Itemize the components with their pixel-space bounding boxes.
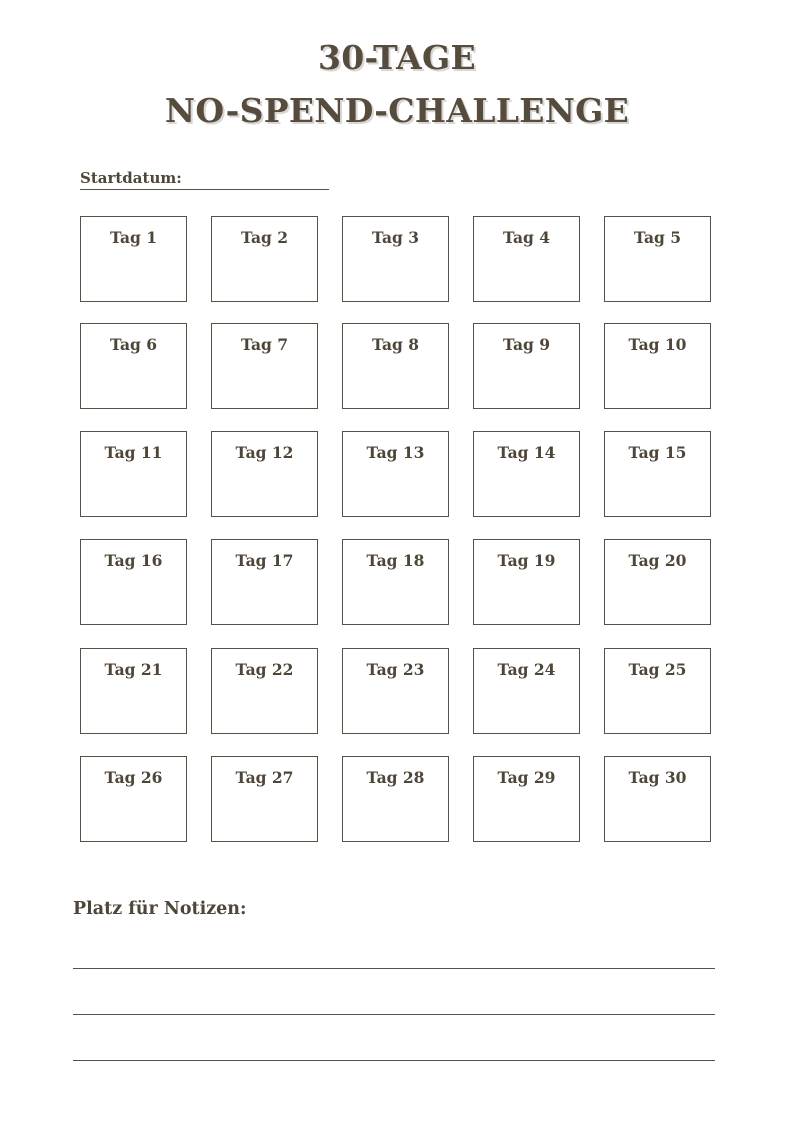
day-label: Tag 1 <box>109 228 158 247</box>
day-label: Tag 27 <box>235 768 294 787</box>
day-box-4[interactable] <box>473 216 580 302</box>
day-box-20[interactable] <box>604 539 711 625</box>
day-label: Tag 8 <box>371 335 420 354</box>
day-label: Tag 3 <box>371 228 420 247</box>
day-label: Tag 23 <box>366 660 425 679</box>
day-box-2[interactable] <box>211 216 318 302</box>
day-label: Tag 16 <box>104 551 163 570</box>
day-label: Tag 29 <box>497 768 556 787</box>
day-label: Tag 6 <box>109 335 158 354</box>
day-label: Tag 9 <box>502 335 551 354</box>
day-box-10[interactable] <box>604 323 711 409</box>
day-box-6[interactable] <box>80 323 187 409</box>
day-box-15[interactable] <box>604 431 711 517</box>
day-label: Tag 18 <box>366 551 425 570</box>
day-label: Tag 10 <box>628 335 687 354</box>
day-box-19[interactable] <box>473 539 580 625</box>
day-label: Tag 5 <box>633 228 682 247</box>
day-box-1[interactable] <box>80 216 187 302</box>
day-label: Tag 7 <box>240 335 289 354</box>
day-label: Tag 22 <box>235 660 294 679</box>
day-box-23[interactable] <box>342 648 449 734</box>
day-box-29[interactable] <box>473 756 580 842</box>
day-label: Tag 26 <box>104 768 163 787</box>
day-label: Tag 19 <box>497 551 556 570</box>
day-label: Tag 25 <box>628 660 687 679</box>
day-box-28[interactable] <box>342 756 449 842</box>
day-label: Tag 14 <box>497 443 556 462</box>
day-box-11[interactable] <box>80 431 187 517</box>
day-label: Tag 15 <box>628 443 687 462</box>
day-box-9[interactable] <box>473 323 580 409</box>
day-label: Tag 30 <box>628 768 687 787</box>
day-box-8[interactable] <box>342 323 449 409</box>
title-line-1: 30-TAGE <box>318 38 476 77</box>
day-box-27[interactable] <box>211 756 318 842</box>
day-label: Tag 17 <box>235 551 294 570</box>
day-box-24[interactable] <box>473 648 580 734</box>
day-box-3[interactable] <box>342 216 449 302</box>
day-box-21[interactable] <box>80 648 187 734</box>
day-label: Tag 11 <box>104 443 163 462</box>
day-box-13[interactable] <box>342 431 449 517</box>
day-label: Tag 12 <box>235 443 294 462</box>
start-date-label: Startdatum: <box>80 169 182 187</box>
day-box-25[interactable] <box>604 648 711 734</box>
day-box-26[interactable] <box>80 756 187 842</box>
day-box-5[interactable] <box>604 216 711 302</box>
day-label: Tag 21 <box>104 660 163 679</box>
day-label: Tag 2 <box>240 228 289 247</box>
day-label: Tag 20 <box>628 551 687 570</box>
notes-heading: Platz für Notizen: <box>73 899 247 919</box>
start-date-field[interactable] <box>80 189 329 190</box>
day-label: Tag 24 <box>497 660 556 679</box>
day-box-18[interactable] <box>342 539 449 625</box>
day-box-7[interactable] <box>211 323 318 409</box>
day-label: Tag 13 <box>366 443 425 462</box>
notes-line[interactable] <box>73 1014 715 1015</box>
day-box-17[interactable] <box>211 539 318 625</box>
day-box-22[interactable] <box>211 648 318 734</box>
day-box-30[interactable] <box>604 756 711 842</box>
day-label: Tag 28 <box>366 768 425 787</box>
notes-line[interactable] <box>73 1060 715 1061</box>
day-box-14[interactable] <box>473 431 580 517</box>
day-label: Tag 4 <box>502 228 551 247</box>
title-line-2: NO-SPEND-CHALLENGE <box>164 91 630 130</box>
day-box-16[interactable] <box>80 539 187 625</box>
notes-line[interactable] <box>73 968 715 969</box>
day-box-12[interactable] <box>211 431 318 517</box>
